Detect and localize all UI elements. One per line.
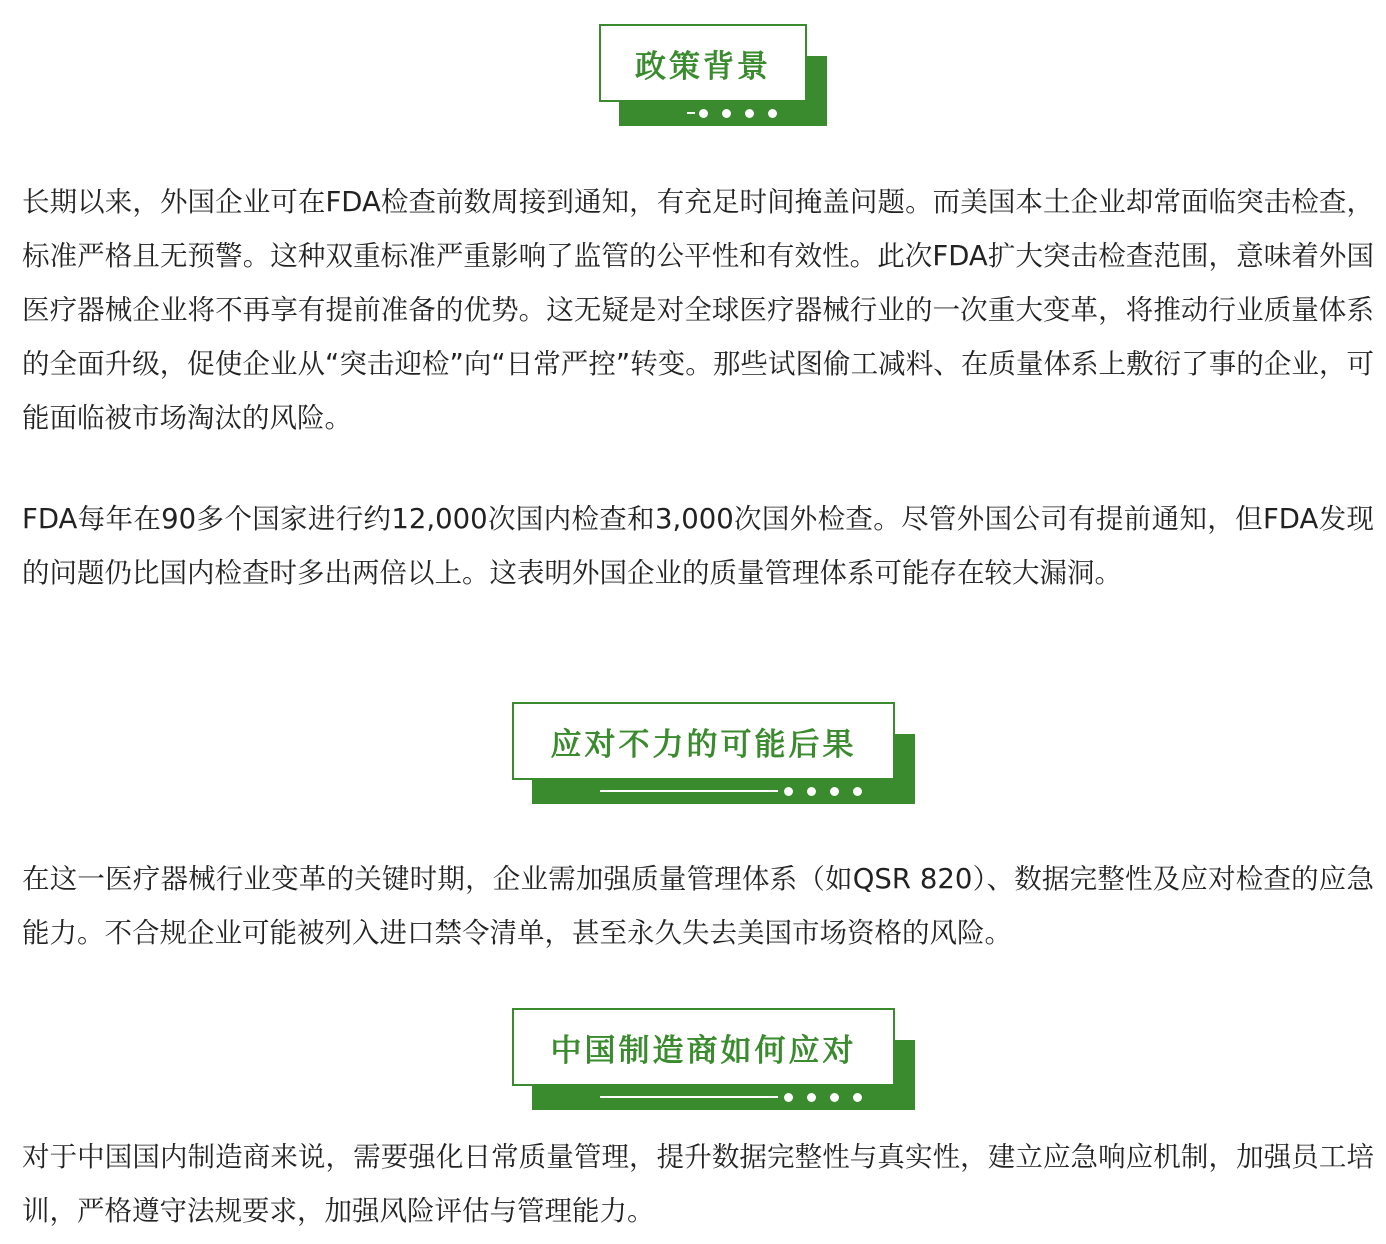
decor-line xyxy=(687,112,695,114)
heading-box xyxy=(512,702,895,780)
heading-dots-decoration xyxy=(687,108,777,118)
heading-line-dots-decoration xyxy=(600,786,862,796)
body-paragraph: FDA每年在90多个国家进行约12,000次国内检查和3,000次国外检查。尽管外国公司有提前通知，但FDA发现的问题仍比国内检查时多出两倍以上。这表明外国企业的质量管理体系可能存在较大漏洞。 xyxy=(22,503,1374,589)
decor-dot xyxy=(784,1093,793,1102)
section-heading-policy-background xyxy=(599,24,827,126)
heading-box xyxy=(512,1008,895,1086)
decor-dot xyxy=(768,109,777,118)
decor-line xyxy=(600,790,778,792)
decor-line xyxy=(600,1096,778,1098)
heading-title: 应对不力的可能后果 xyxy=(550,726,857,763)
heading-line-dots-decoration xyxy=(600,1092,862,1102)
decor-dot xyxy=(699,109,708,118)
decor-dot xyxy=(853,1093,862,1102)
decor-dot xyxy=(784,787,793,796)
decor-dot xyxy=(830,787,839,796)
decor-dot xyxy=(830,1093,839,1102)
heading-title: 中国制造商如何应对 xyxy=(550,1032,857,1069)
heading-title: 政策背景 xyxy=(635,48,771,85)
body-paragraph: 在这一医疗器械行业变革的关键时期，企业需加强质量管理体系（如QSR 820）、数据完整性及应对检查的应急能力。不合规企业可能被列入进口禁令清单，甚至永久失去美国市场资格的风险。 xyxy=(22,863,1374,949)
decor-dot xyxy=(853,787,862,796)
decor-dot xyxy=(807,787,816,796)
decor-dot xyxy=(722,109,731,118)
heading-box xyxy=(599,24,807,102)
decor-dot xyxy=(807,1093,816,1102)
body-paragraph: 对于中国国内制造商来说，需要强化日常质量管理，提升数据完整性与真实性，建立应急响应机制，加强员工培训，严格遵守法规要求，加强风险评估与管理能力。 xyxy=(22,1141,1374,1227)
section-heading-consequences xyxy=(512,702,915,804)
body-paragraph: 长期以来，外国企业可在FDA检查前数周接到通知，有充足时间掩盖问题。而美国本土企业却常面临突击检查，标准严格且无预警。这种双重标准严重影响了监管的公平性和有效性。此次FDA扩大突击检查范围，意味着外国医疗器械企业将不再享有提前准备的优势。这无疑是对全球医疗器械行业的一次重大变革，将推动行业质量体系的全面升级，促使企业从“突击迎检”向“日常严控”转变。那些试图偷工减料、在质量体系上敷衍了事的企业，可能面临被市场淘汰的风险。 xyxy=(22,186,1374,434)
decor-dot xyxy=(745,109,754,118)
section-heading-china-response xyxy=(512,1008,915,1110)
